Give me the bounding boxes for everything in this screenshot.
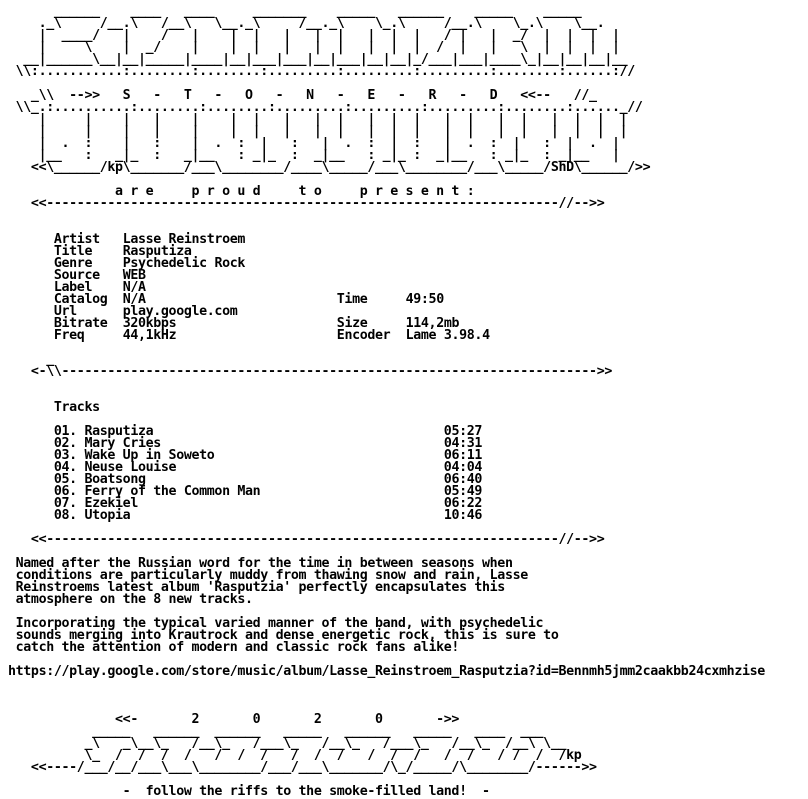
track-time: 04:31 xyxy=(443,436,483,451)
divider-mid-top: _ xyxy=(8,352,54,367)
header-art-line: \\:...........:........:........:.........:.........:.........:........:......:// xyxy=(8,64,635,79)
description-line: sounds merging into Krautrock and dense energetic rock, this is sure to xyxy=(8,628,559,643)
track-title: 05. Boatsong xyxy=(53,472,146,487)
blank-line xyxy=(8,678,765,690)
info-value: WEB xyxy=(122,268,146,283)
group-name-banner: _\\ -->> S - T - O - N - E - R - D <<-- //_ xyxy=(8,88,597,103)
track-time: 05:49 xyxy=(443,484,483,499)
track-time: 06:22 xyxy=(443,496,483,511)
header-art-line: | . : | : | . : | : | . : | : | . : | : | . | xyxy=(8,136,620,151)
info-key: Time xyxy=(336,292,368,307)
divider-mid: <-\\---------------------------------------------------------------------->> xyxy=(8,364,612,379)
info-key: Source xyxy=(53,268,100,283)
header-art-line: | ____/ | / | | | | | | | | | / | | _/ | | | | xyxy=(8,28,620,43)
footer-art-line: _\ _\__\_ /__\_ /___\_ /__\_ /___\_ /__\_ /__\ \__ xyxy=(8,736,567,751)
info-key: Title xyxy=(53,244,93,259)
track-title: 01. Rasputiza xyxy=(53,424,154,439)
blank-line xyxy=(8,378,765,390)
track-title: 06. Ferry of the Common Man xyxy=(53,484,261,499)
info-value: N/A xyxy=(122,292,146,307)
info-key: Genre xyxy=(53,256,93,271)
info-row-freq xyxy=(8,330,765,342)
info-key: Label xyxy=(53,280,93,295)
footer-art-line: \_ / / / / / / / / / / / / / / / / / / /kp xyxy=(8,748,582,763)
description-line: catch the attention of modern and classic rock fans alike! xyxy=(8,640,460,655)
info-key: Freq xyxy=(53,328,85,343)
info-key: Url xyxy=(53,304,77,319)
info-key: Size xyxy=(336,316,368,331)
info-value: Lasse Reinstroem xyxy=(122,232,246,247)
header-art-line: |__ : _|_ : _|__ : _|_ : _|__ : _|_ : _|__ : _|_ : _|__ | xyxy=(8,148,620,163)
info-value: 114,2mb xyxy=(405,316,460,331)
blank-line xyxy=(8,774,765,786)
tracks-heading: Tracks xyxy=(53,400,100,415)
blank-line xyxy=(8,390,765,402)
track-title: 04. Neuse Louise xyxy=(53,460,177,475)
blank-line xyxy=(8,690,765,702)
header-art-line: <<\______/kp\_______/___\________/____\_____/___\________/___\_____/ShD\______/>> xyxy=(8,160,651,175)
divider-bottom: <<-------------------------------------------------------------------//-->> xyxy=(8,532,605,547)
footer-art-line: <<----/___/__/___\___\________/___/___\_______/\_/_____/\________/------>> xyxy=(8,760,597,775)
track-row xyxy=(8,510,765,522)
track-title: 03. Wake Up in Soweto xyxy=(53,448,215,463)
album-url: https://play.google.com/store/music/album/Lasse_Reinstroem_Rasputzia?id=Bennmh5jmm2caakbb24cxmhzise xyxy=(8,664,765,679)
footer-art-line: _____ ______ ______ _____ ______ _____ ____ ___ xyxy=(8,724,544,739)
track-title: 07. Ezekiel xyxy=(53,496,138,511)
blank-line xyxy=(8,210,765,222)
description-line: conditions are particularly muddy from thawing snow and rain, Lasse xyxy=(8,568,528,583)
tagline: - follow the riffs to the smoke-filled land! - xyxy=(8,784,490,799)
track-time: 06:11 xyxy=(443,448,483,463)
header-art-line: | \ | _/ | | | | | | | | | / | | \ | | | | xyxy=(8,40,620,55)
info-value: 49:50 xyxy=(405,292,444,307)
info-key: Encoder xyxy=(336,328,391,343)
info-value: play.google.com xyxy=(122,304,238,319)
info-value: 320kbps xyxy=(122,316,177,331)
tracks-heading-line xyxy=(8,402,765,414)
description-line: Reinstroems latest album 'Rasputzia' perfectly encapsulates this xyxy=(8,580,505,595)
header-art-line: __|______\__|__|_____|____|__|___|___|__|___|__|__|_/___|___|____\_|__|__|__|__ xyxy=(8,52,628,67)
header-art-line: | | | | | | | | | | | | | | | | | | | | | xyxy=(8,112,628,127)
header-art-line: | | | | | | | | | | | | | | | | | | | | | xyxy=(8,124,628,139)
header-art-line: \\_.:..........:........:........:.........:.........:.........:........:......_// xyxy=(8,100,643,115)
header-art-line: ._\ /__.\ /__\ \__._\ /__._\ \_.\ /__.\ \_.\ \__. xyxy=(8,16,605,31)
info-key: Bitrate xyxy=(53,316,108,331)
track-time: 05:27 xyxy=(443,424,483,439)
footer-year-line: <<- 2 0 2 0 ->> xyxy=(8,712,460,727)
info-value: Lame 3.98.4 xyxy=(405,328,490,343)
divider-top: <<-------------------------------------------------------------------//-->> xyxy=(8,196,605,211)
info-value: Psychedelic Rock xyxy=(122,256,246,271)
track-time: 10:46 xyxy=(443,508,483,523)
track-time: 06:40 xyxy=(443,472,483,487)
description-line: atmosphere on the 8 new tracks. xyxy=(8,592,253,607)
track-title: 02. Mary Cries xyxy=(53,436,161,451)
info-value: Rasputiza xyxy=(122,244,192,259)
header-art-line: ______ ____ ____ _______ _____ ______ _____ _____ xyxy=(8,4,582,19)
info-value: 44,1kHz xyxy=(122,328,177,343)
info-key: Artist xyxy=(53,232,100,247)
info-value: N/A xyxy=(122,280,146,295)
info-key: Catalog xyxy=(53,292,108,307)
description-line: Incorporating the typical varied manner of the band, with psychedelic xyxy=(8,616,544,631)
track-time: 04:04 xyxy=(443,460,483,475)
blank-line xyxy=(8,342,765,354)
presents-line: a r e p r o u d t o p r e s e n t : xyxy=(8,184,475,199)
nfo-document xyxy=(8,6,765,798)
track-title: 08. Utopia xyxy=(53,508,131,523)
description-line: Named after the Russian word for the time in between seasons when xyxy=(8,556,513,571)
